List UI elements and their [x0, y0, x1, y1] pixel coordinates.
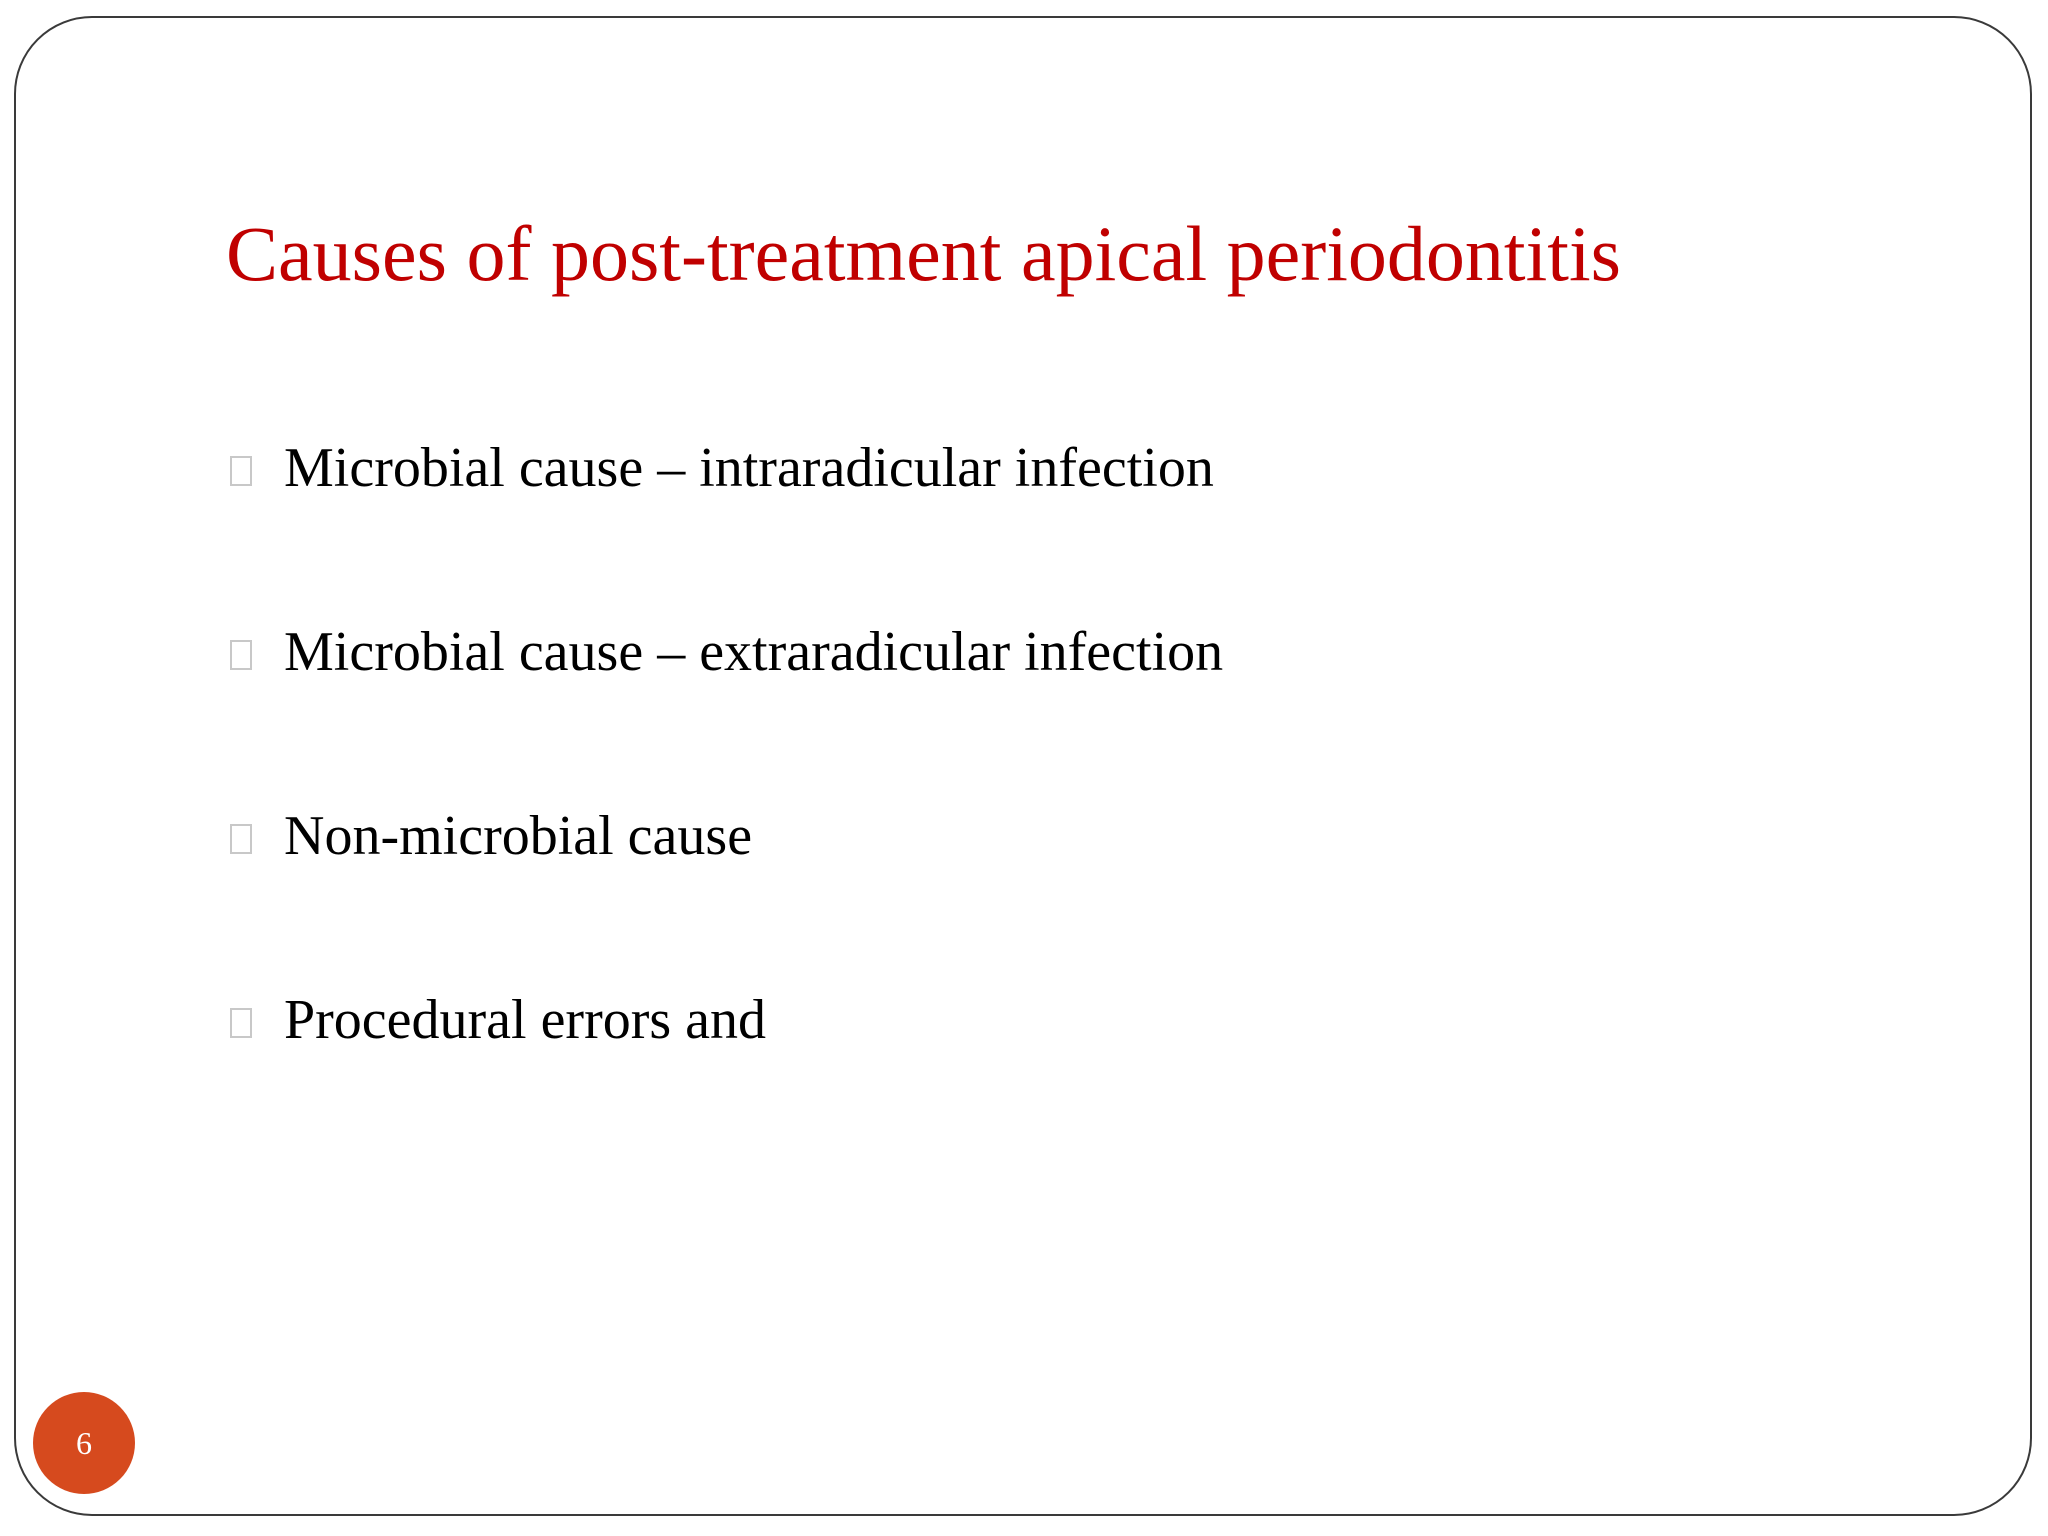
bullet-box-icon: [230, 824, 252, 854]
page-number: 6: [76, 1424, 92, 1461]
page-number-badge: [33, 1392, 135, 1494]
bullet-item: [230, 985, 766, 1055]
bullet-box-icon: [230, 456, 252, 486]
slide-title: Causes of post-treatment apical periodontitis: [226, 210, 1621, 297]
bullet-text: Microbial cause – intraradicular infection: [284, 437, 1214, 499]
bullet-text: Non-microbial cause: [284, 805, 753, 867]
bullet-text: Microbial cause – extraradicular infection: [284, 621, 1224, 683]
bullet-item: [230, 801, 752, 871]
bullet-item: [230, 617, 1223, 687]
bullet-item: [230, 433, 1214, 503]
bullet-text: Procedural errors and: [284, 989, 767, 1051]
bullet-box-icon: [230, 640, 252, 670]
bullet-box-icon: [230, 1008, 252, 1038]
